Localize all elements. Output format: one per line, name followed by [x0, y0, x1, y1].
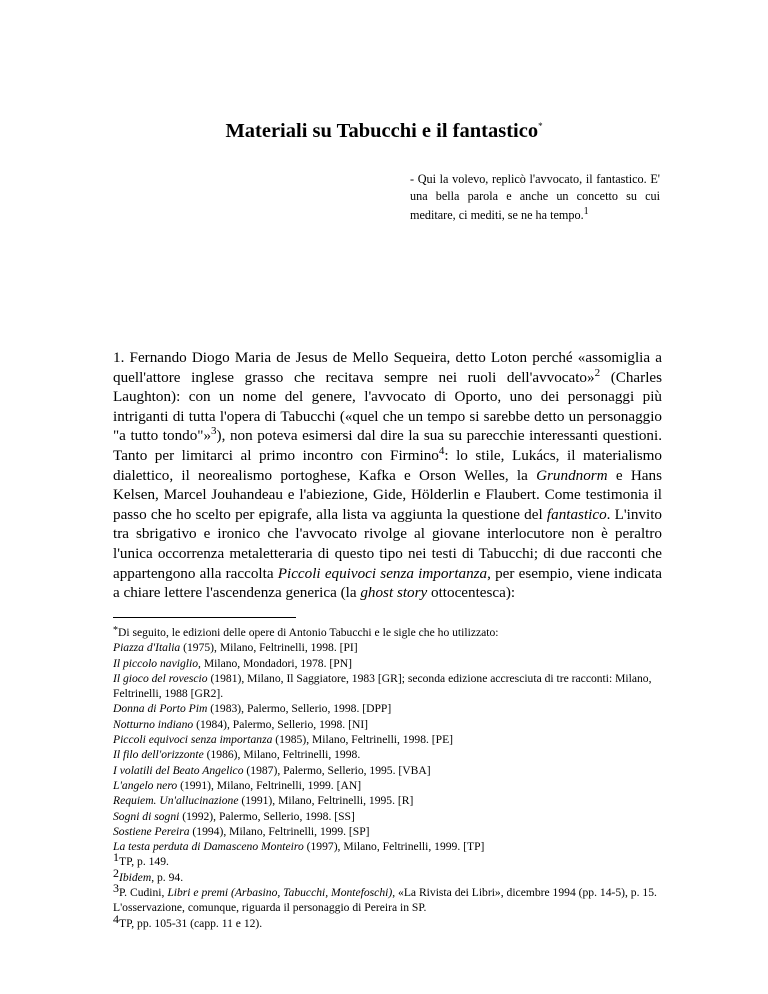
epigraph-note-ref: 1	[583, 206, 589, 217]
edition-details: (1983), Palermo, Sellerio, 1998. [DPP]	[207, 702, 392, 716]
edition-details: (1991), Milano, Feltrinelli, 1995. [R]	[238, 794, 414, 808]
edition-item	[113, 839, 673, 854]
footnote-1-number: 1	[113, 850, 119, 865]
edition-title: L'angelo nero	[113, 778, 178, 792]
note-ref-4: 4	[438, 444, 445, 457]
footnote-3-number: 3	[113, 881, 119, 896]
epigraph	[410, 171, 660, 224]
edition-title: Il gioco del rovescio	[113, 671, 208, 685]
footnote-3-text: , «La Rivista dei Libri», dicembre 1994 (pp. 14-5), p. 15. L'osservazione, comunque, riguarda il personaggio di Pereira in SP.	[113, 886, 657, 915]
body-text-1: 1. Fernando Diogo Maria de Jesus de Mello Sequeira, detto Loton perché «assomiglia a quell'attore inglese grasso che recitava sempre nei ruoli dell'avvocato»	[113, 349, 662, 386]
edition-title: Notturno indiano	[113, 717, 194, 731]
footnote-1	[113, 850, 673, 869]
body-text-2: (Charles Laughton): con un nome del genere, l'avvocato di Oporto, uno dei personaggi più intriganti di tutta l'opera di Tabucchi («quel che un tempo si sarebbe detto un personaggio "a tutto tondo"»	[113, 368, 663, 445]
edition-title: Sogni di sogni	[113, 809, 180, 823]
body-italic-fantastico: fantastico	[546, 505, 607, 523]
page-title	[0, 113, 768, 144]
footnote-4-text: TP, pp. 105-31 (capp. 11 e 12).	[119, 916, 263, 930]
note-ref-3: 3	[211, 425, 217, 438]
footnote-2-number: 2	[113, 865, 119, 880]
body-italic-book-title: Piccoli equivoci senza importanza	[277, 564, 488, 582]
footnote-3-italic: Libri e premi (Arbasino, Tabucchi, Montefoschi)	[167, 886, 393, 900]
edition-item	[113, 793, 673, 808]
edition-title: Piccoli equivoci senza importanza	[113, 733, 273, 747]
body-text-8: ottocentesca):	[427, 584, 516, 602]
edition-title: Piazza d'Italia	[113, 641, 181, 655]
edition-title: Donna di Porto Pim	[113, 702, 208, 716]
note-ref-2: 2	[594, 366, 601, 379]
edition-details: (1981), Milano, Il Saggiatore, 1983 [GR]; seconda edizione accresciuta di tre racconti: Milano, Feltrinelli, 1988 [GR2].	[113, 671, 652, 701]
edition-title: Sostiene Pereira	[113, 824, 190, 838]
edition-details: (1991), Milano, Feltrinelli, 1999. [AN]	[177, 778, 362, 792]
footnote-star-mark: *	[113, 625, 118, 636]
edition-item	[113, 732, 673, 747]
footnote-4-number: 4	[113, 911, 119, 926]
edition-title: Il piccolo naviglio	[113, 656, 199, 670]
edition-title: Il filo dell'orizzonte	[113, 748, 204, 762]
edition-item	[113, 778, 673, 793]
edition-title: I volatili del Beato Angelico	[113, 763, 244, 777]
edition-title: Requiem. Un'allucinazione	[113, 794, 239, 808]
edition-details: (1987), Palermo, Sellerio, 1995. [VBA]	[243, 763, 431, 777]
edition-item	[113, 763, 673, 778]
footnote-divider	[113, 617, 296, 618]
body-text-5: e Hans Kelsen, Marcel Jouhandeau e l'abiezione, Gide, Hölderlin e Flaubert. Come testimonia il passo che ho scelto per epigrafe, alla lista va aggiunta la questione del	[113, 466, 662, 523]
epigraph-text: - Qui la volevo, replicò l'avvocato, il fantastico. E' una bella parola e anche un concetto su cui meditare, ci mediti, se ne ha tempo.	[410, 172, 660, 222]
body-text-6: . L'invito tra sbrigativo e ironico che l'avvocato rivolge al giovane interlocutore non è peraltro l'unica occorrenza metaletteraria di questo tipo nei testi di Tabucchi; di due racconti che appartengono alla raccolta	[113, 505, 662, 582]
footnote-2-italic: Ibidem	[119, 870, 152, 884]
body-text-4: : lo stile, Lukács, il materialismo dialettico, il neorealismo portoghese, Kafka e Orson Welles, la	[113, 446, 662, 484]
edition-item	[113, 809, 673, 824]
edition-item	[113, 671, 673, 702]
footnote-2	[113, 865, 673, 885]
edition-item	[113, 747, 673, 762]
edition-details: (1984), Palermo, Sellerio, 1998. [NI]	[193, 717, 369, 731]
edition-details: , Milano, Mondadori, 1978. [PN]	[198, 656, 352, 670]
body-italic-ghost-story: ghost story	[360, 584, 428, 602]
footnote-4	[113, 911, 673, 931]
footnote-3-author: P. Cudini,	[119, 886, 168, 900]
body-text-3: ), non poteva esimersi dal dire la sua su parecchie interessanti questioni. Tanto per limitarci al primo incontro con Firmino	[113, 427, 662, 464]
body-italic-grundnorm: Grundnorm	[536, 466, 608, 484]
edition-item	[113, 640, 673, 655]
edition-title: La testa perduta di Damasceno Monteiro	[113, 840, 304, 854]
edition-details: (1986), Milano, Feltrinelli, 1998.	[203, 748, 361, 762]
footnote-star	[113, 625, 673, 640]
title-footnote-mark: *	[538, 121, 543, 131]
edition-details: (1985), Milano, Feltrinelli, 1998. [PE]	[272, 733, 454, 747]
footnote-1-text: TP, p. 149.	[119, 855, 169, 869]
body-text-7: , per esempio, viene indicata a chiare lettere l'ascendenza generica (la	[113, 564, 662, 602]
edition-item	[113, 824, 673, 839]
edition-item	[113, 701, 673, 716]
body-paragraph	[113, 348, 662, 603]
footnote-3	[113, 881, 673, 916]
edition-details: (1975), Milano, Feltrinelli, 1998. [PI]	[180, 641, 358, 655]
footnotes	[113, 625, 673, 931]
edition-item	[113, 717, 673, 732]
footnote-2-text: , p. 94.	[151, 870, 184, 884]
title-text: Materiali su Tabucchi e il fantastico	[225, 120, 539, 142]
footnote-star-text: Di seguito, le edizioni delle opere di Antonio Tabucchi e le sigle che ho utilizzato:	[118, 626, 499, 639]
edition-details: (1994), Milano, Feltrinelli, 1999. [SP]	[189, 824, 370, 838]
edition-item	[113, 656, 673, 671]
edition-details: (1997), Milano, Feltrinelli, 1999. [TP]	[303, 840, 485, 854]
edition-details: (1992), Palermo, Sellerio, 1998. [SS]	[179, 809, 355, 823]
